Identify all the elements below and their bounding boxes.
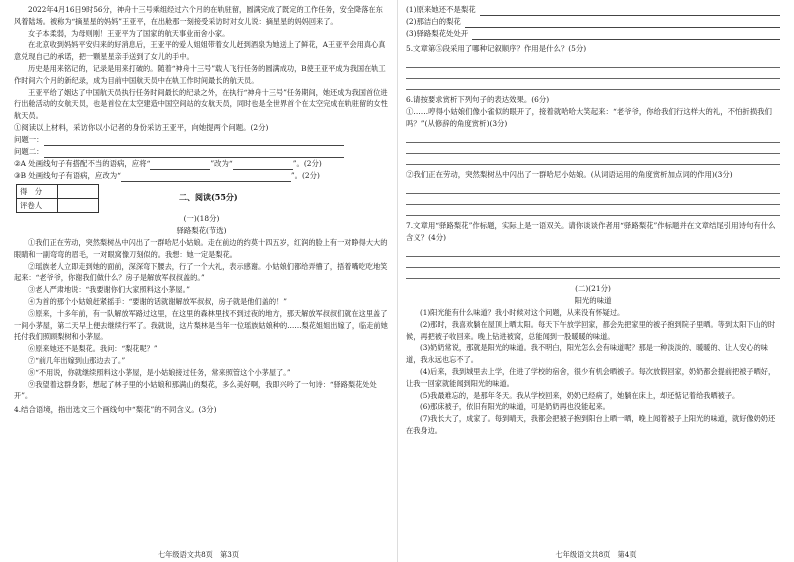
question-a: ②A 处画线句子有搭配不当的语病，应将“ ”改为“ ”。(2分) [14,158,322,168]
question-4: 4.结合语境，指出选文三个画线句中“梨花”的不同含义。(3分) [14,405,217,415]
paragraph: 女子本柔弱，为母则刚！王亚平为了国家的航天事业而舍小家。 [28,28,230,38]
paragraph: (1)阳光能有什么味道？我小时候对这个问题，从来没有怀疑过。 [420,308,625,317]
score-cell[interactable] [58,184,99,198]
question-two-label: 问题二： [14,146,389,158]
paragraph: (6)那床被子，依旧有阳光的味道，可是奶奶再也没能起来。 [420,402,610,412]
answer-blank[interactable] [472,31,780,40]
sub-item [406,4,780,16]
answer-blank[interactable] [465,19,780,28]
paragraph: 王亚平给了姻达了中国航天员执行任务时间最长的纪录之外，在执行“神舟十三号”任务期间，她还成为我国首位进行出舱活动的女航天员，也是首位在太空建造中国空间站的女航天员，同时也是全世界首个在太空完成在轨驻留的女性航天员。 [14,87,388,121]
question-7: 7.文章用“驿路梨花”作标题，实际上是一语双关。请你谈谈作者用“驿路梨花”作标题并在文章结尾引用诗句有什么含义？(4分) [406,221,776,242]
score-table [16,184,99,213]
paragraph: ⑤原来，十多年前，有一队解放军路过这里，在这里的森林里找不到过夜的地方，那天解放军叔叔们就在这里盖了一间小茅屋，第二天早上便去继续行军了。我就说，这片梨林是当年一位瑶族姑娘种的……梨花姐姐出嫁了，临走前她托付我们照顾梨树和小茅屋。 [14,308,388,342]
section-title: 二、阅读(55分) [179,191,238,202]
answer-blank[interactable] [150,161,210,170]
sub-item [406,16,780,28]
sub-item [406,28,780,40]
paragraph: (5)我最难忘的，是那年冬天。我从学校回来，奶奶已经病了，她躺在床上，却还惦记着给我晒被子。 [420,390,740,400]
sub-item-label: (3)驿路梨花处处开 [406,29,469,38]
paragraph: ⑥原来她还不是梨花。我问：“梨花呢？” [28,344,158,354]
right-page [397,0,794,562]
question-6: 6.请按要求赏析下列句子的表达效果。(6分) [406,95,550,104]
paragraph: (2)那时，我喜欢躺在屋顶上晒太阳。每天下午放学回家，都会先把家里的被子抱到院子里晒。等到太阳下山的时候，再把被子收回来。晚上钻进被窝，总能闻到一股暖暖的味道。 [406,319,776,341]
paragraph: ④为首的那个小姑娘赶紧摇手：“要谢的话就谢解放军叔叔，房子就是他们盖的！” [28,296,287,306]
paragraph: (7)我长大了，成家了。每到晴天，我都会把被子抱到阳台上晒一晒，晚上闻着被子上阳光的味道，就好像奶奶还在我身边。 [406,414,776,435]
reviewer-label: 评卷人 [17,198,58,212]
paragraph: 历史是用来铭记的，记录是用来打破的。随着“神舟十三号”载人飞行任务的圆满成功，B使王亚平成为我国在轨工作时间六个月的新纪录，成为目前中国航天员中在轨工作时间最长的航天员。 [14,63,386,85]
story-text [14,237,389,402]
paragraph: 在北京收到妈妈平安归来的好消息后，王亚平的爱人姐姐带着女儿赶到酒泉为她送上了鲜花，A王亚平会用真心真意兑现自己的承诺，把一颗星星亲手送到了女儿的手中。 [14,40,386,62]
intro-text [14,4,389,122]
sub-item-label: (2)那洁白的梨花 [406,17,461,26]
part-two-title: (二)(21分) [575,284,611,293]
answer-lines[interactable] [406,246,780,279]
question-5: 5.文章第⑤段采用了哪种记叙顺序？作用是什么？(5分) [406,44,587,53]
answer-blank[interactable] [121,173,291,182]
page-footer: 七年级语文共8页 第4页 [555,550,637,559]
paragraph: ⑧“不用说，你就继续照料这小茅屋，是小姑娘接过任务，常来照管这个小茅屋了。” [28,367,291,377]
score-label: 得 分 [17,184,58,198]
page-footer: 七年级语文共8页 第3页 [157,550,240,559]
answer-blank[interactable] [480,7,780,16]
answer-blank[interactable] [44,137,344,146]
answer-lines[interactable] [406,132,780,165]
sub-item-label: (1)原来她还不是梨花 [406,5,476,14]
reviewer-cell[interactable] [58,198,99,212]
score-section [14,182,389,213]
question-b: ③B 处画线句子有语病，应改为“ ”。(2分) [14,170,320,180]
essay-text [406,307,780,437]
answer-lines[interactable] [406,183,780,216]
story-title: 驿路梨花(节选) [176,225,227,235]
essay-title: 阳光的味道 [574,296,612,305]
question-6-2: ②我们正在劳动，突然梨树丛中闪出了一群哈尼小姑娘。(从词语运用的角度赏析加点词的作用)(3分) [406,170,733,179]
answer-lines[interactable] [406,57,780,90]
paragraph: (3)奶奶常说，那就是阳光的味道。我不明白，阳光怎么会有味道呢？那是一种淡淡的、暖暖的、让人安心的味道，我永远也忘不了。 [406,343,768,365]
question-one-label: 问题一： [14,134,389,146]
paragraph: 2022年4月16日9时56分，神舟十三号乘组经过六个月的在轨驻留，圆满完成了既定的工作任务，安全降落在东风着陆场。被称为“摘星星的妈妈”王亚平，在出舱那一刻接受采访时对女儿说：摘星星的妈妈回来了。 [14,5,383,26]
paragraph: ⑨我望着这群身影，想起了林子里的小姑娘和那满山的梨花，多么美好啊，我即兴吟了一句诗：“驿路梨花处处开”。 [14,379,377,401]
paragraph: ⑦“前几年出嫁到山那边去了。” [28,355,126,365]
answer-blank[interactable] [44,149,344,158]
part-one-title: (一)(18分) [183,213,220,223]
paragraph: ①我们正在劳动，突然梨树丛中闪出了一群哈尼小姑娘。走在前边的约莫十四五岁，红润的脸上有一对睁得大大的眼睛和一副弯弯的眉毛，一对眼窝像刀刻似的。我想：她一定是梨花。 [14,237,388,259]
answer-blank[interactable] [233,161,293,170]
question-interview: ①阅读以上材料，采访你以小记者的身份采访王亚平，向她提两个问题。(2分) [14,122,269,132]
sub-items [406,4,780,40]
paragraph: ③老人严肃地说：“我要谢你们大家照料这小茅屋。” [28,285,190,295]
paragraph: ②瑶族老人立即走到她的面前，深深弯下腰去，行了一个大礼，表示感谢。小姑娘们都给弄懵了，捂着嘴吃吃地笑起来：“老爷爷，你谢我们做什么？房子是解放军叔叔盖的。” [14,261,388,283]
question-6-1: ①……哼得小姑娘们像小雀似的眼开了，接着就哈哈大笑起来：“老爷爷，你给我们行这样大的礼，不怕折损我们吗？”(从修辞的角度赏析)(3分) [406,107,772,128]
paragraph: (4)后来，我到城里去上学，住进了学校的宿舍，很少有机会晒被子。每次放假回家，奶奶都会提前把被子晒好，让我一回家就能闻到阳光的味道。 [406,366,776,388]
